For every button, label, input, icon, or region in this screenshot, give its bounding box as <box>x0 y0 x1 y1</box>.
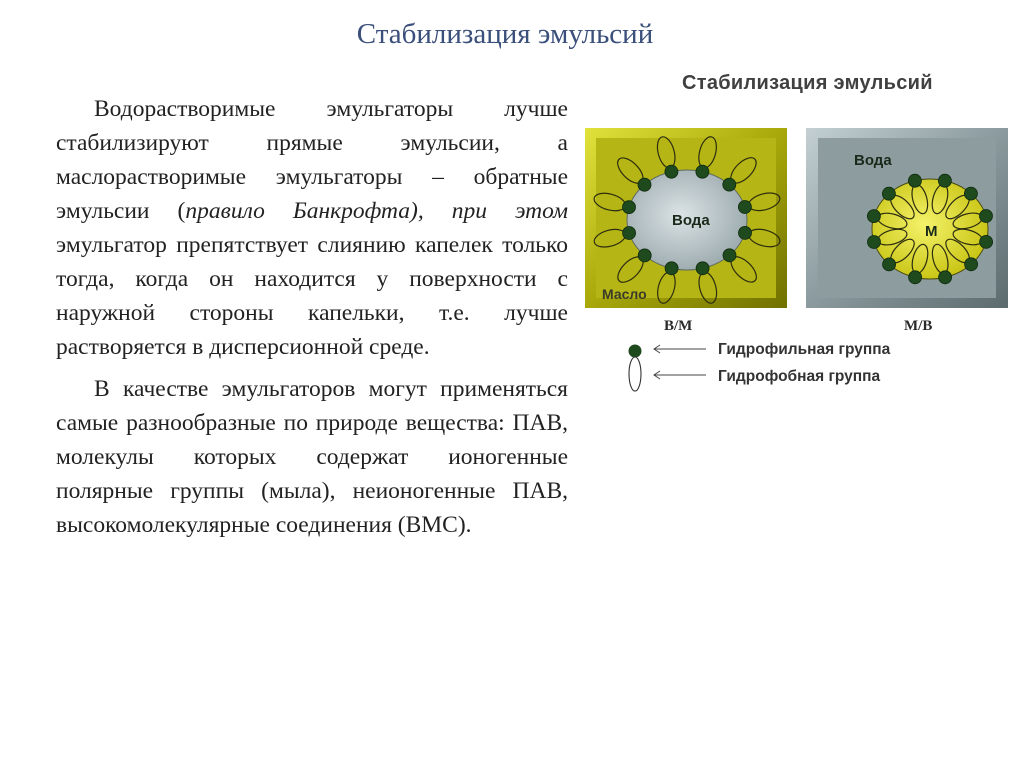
hydrophobic-tail-icon <box>629 357 641 391</box>
hydrophilic-head <box>980 210 993 223</box>
hydrophilic-head <box>938 174 951 187</box>
paragraph-1-part-2: эмульгатор препятствует слиянию капелек только тогда, когда он находится у поверхности с наружной стороны капельки, т.е. лучше растворяется в дисперсионной среде. <box>56 232 568 360</box>
hydrophilic-head <box>723 249 736 262</box>
hydrophilic-head <box>738 201 751 214</box>
hydrophilic-head <box>882 187 895 200</box>
hydrophilic-head <box>696 262 709 275</box>
oil-drop-label: М <box>925 223 938 240</box>
slide-title: Стабилизация эмульсий <box>356 18 654 50</box>
hydrophilic-head <box>739 226 752 239</box>
hydrophilic-head <box>638 249 651 262</box>
hydrophilic-head <box>696 165 709 178</box>
ow-panel <box>806 128 1008 308</box>
hydrophilic-head <box>623 201 636 214</box>
wo-type-label: В/М <box>664 318 693 334</box>
figure-title: Стабилизация эмульсий <box>682 72 933 94</box>
legend-hydrophobic-label: Гидрофобная группа <box>718 368 881 385</box>
hydrophilic-head <box>965 258 978 271</box>
hydrophilic-head-icon <box>629 345 642 358</box>
hydrophilic-head <box>964 187 977 200</box>
ow-type-label: М/В <box>904 318 933 334</box>
hydrophilic-head <box>638 178 651 191</box>
paragraph-2: В качестве эмульгаторов могут применяться самые разнообразные по природе вещества: ПАВ, молекулы которых содержат ионогенные полярные группы (мыла), неионогенные ПАВ, высокомолекулярные соединения (ВМС). <box>56 376 568 538</box>
hydrophilic-head <box>883 258 896 271</box>
water-medium-label: Вода <box>854 152 892 169</box>
hydrophilic-head <box>868 236 881 249</box>
paragraph-1 <box>56 92 568 364</box>
emulsion-figure <box>582 66 1022 406</box>
hydrophilic-head <box>909 271 922 284</box>
hydrophilic-head <box>908 174 921 187</box>
bancroft-rule-italic: правило Банкрофта), при этом <box>185 198 568 224</box>
hydrophilic-head <box>623 227 636 240</box>
paragraph-1-part-1: Водорастворимые эмульгаторы лучше стабилизируют прямые эмульсии, а маслорастворимые эмульгаторы – обратные эмульсии ( <box>56 96 568 224</box>
hydrophilic-head <box>723 178 736 191</box>
hydrophilic-head <box>665 165 678 178</box>
body-text <box>56 92 568 550</box>
hydrophilic-head <box>980 235 993 248</box>
oil-medium-label: Масло <box>602 286 647 302</box>
legend-hydrophilic-label: Гидрофильная группа <box>718 341 891 358</box>
hydrophilic-head <box>939 271 952 284</box>
hydrophilic-head <box>867 210 880 223</box>
hydrophilic-head <box>665 262 678 275</box>
water-drop-label: Вода <box>672 212 710 229</box>
legend-graphics <box>629 345 707 392</box>
